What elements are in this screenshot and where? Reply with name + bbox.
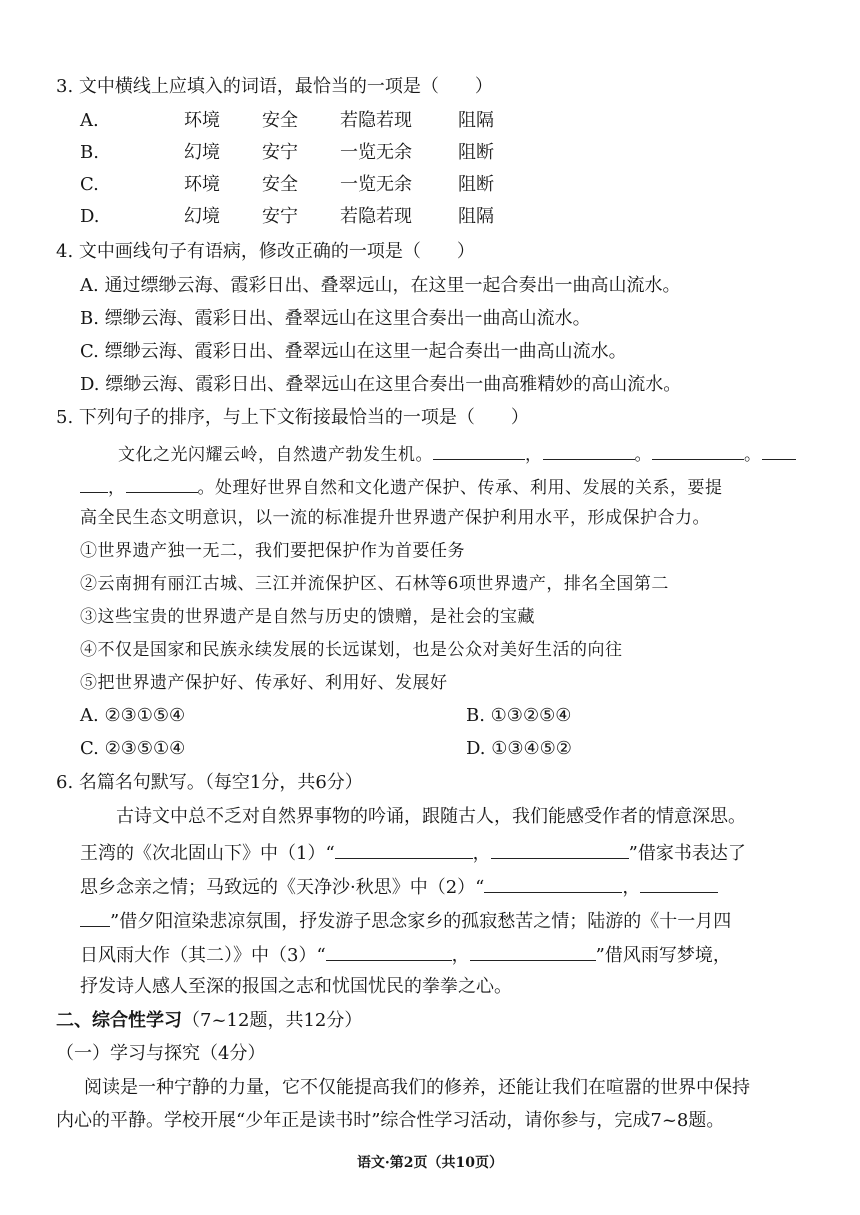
q4-option-b: B. 缥缈云海、霞彩日出、叠翠远山在这里合奏出一曲高山流水。 [80,308,591,329]
option-word: 若隐若现 [340,206,412,227]
section-2-paragraph-line1: 阅读是一种宁静的力量，它不仅能提高我们的修养，还能让我们在喧嚣的世界中保持 [84,1077,750,1098]
punct-period: 。 [634,445,652,465]
q6-text: ”借夕阳渲染悲凉氛围，抒发游子思念家乡的孤寂愁苦之情；陆游的《十一月四 [110,911,732,932]
subsection-1-heading: （一）学习与探究（4分） [56,1043,266,1064]
option-word: 阻断 [458,142,494,163]
answer-blank [326,942,452,961]
option-word: 安宁 [262,206,298,227]
q5-sentence-5: ⑤把世界遗产保护好、传承好、利用好、发展好 [80,673,448,693]
q5-option-c: C. ②③⑤①④ [80,738,186,759]
q6-line6: 抒发诗人感人至深的报国之志和忧国忧民的拳拳之心。 [80,976,512,997]
answer-blank [543,441,635,460]
punct-comma: ， [525,445,543,465]
answer-blank [433,441,525,460]
q5-sentence-1: ①世界遗产独一无二，我们要把保护作为首要任务 [80,541,465,561]
answer-blank [335,840,473,859]
q6-line5 [80,942,731,967]
option-letter: C. [80,174,99,195]
punct-period: 。 [744,445,762,465]
q6-text: 日风雨大作（其二）》中（3）“ [80,945,326,966]
q5-sentence-2: ②云南拥有丽江古城、三江并流保护区、石林等6项世界遗产，排名全国第二 [80,574,669,594]
q5-passage-a: 文化之光闪耀云岭，自然遗产勃发生机。 [118,445,433,465]
q3-stem: 3. 文中横线上应填入的词语，最恰当的一项是（ ） [56,76,493,97]
q5-passage-line2 [80,474,723,499]
answer-blank [126,474,198,493]
q6-text: ， [472,843,491,864]
option-letter: D. [80,206,100,227]
q5-passage-line1 [118,441,796,466]
q6-text: ， [622,877,641,898]
q6-line2 [80,840,746,865]
option-letter: B. [80,142,99,163]
q5-passage-b: 。处理好世界自然和文化遗产保护、传承、利用、发展的关系，要提 [197,478,723,498]
answer-blank [762,441,796,460]
q5-option-b: B. ①③②⑤④ [466,705,572,726]
option-word: 阻断 [458,174,494,195]
option-word: 安全 [262,110,298,131]
q6-text: ”借家书表达了 [628,843,746,864]
answer-blank [652,441,744,460]
q5-sentence-3: ③这些宝贵的世界遗产是自然与历史的馈赠，是社会的宝藏 [80,607,535,627]
answer-blank [470,942,596,961]
section-2-note: （7~12题，共12分） [182,1010,363,1031]
answer-blank [484,874,622,893]
q5-sentence-4: ④不仅是国家和民族永续发展的长远谋划，也是公众对美好生活的向往 [80,640,623,660]
q3-option-c [80,174,494,196]
q6-line4 [80,908,731,933]
q5-option-d: D. ①③④⑤② [466,738,572,759]
option-word: 环境 [184,174,220,195]
option-letter: A. [80,110,99,131]
q6-text: 王湾的《次北固山下》中（1）“ [80,843,335,864]
section-2-paragraph-line2: 内心的平静。学校开展“少年正是读书时”综合性学习活动，请你参与，完成7~8题。 [56,1110,725,1131]
answer-blank [491,840,629,859]
q6-line3 [80,874,718,899]
option-word: 若隐若现 [340,110,412,131]
q6-text: ， [451,945,470,966]
q5-passage-line3: 高全民生态文明意识，以一流的标准提升世界遗产保护利用水平，形成保护合力。 [80,508,710,528]
option-word: 安宁 [262,142,298,163]
section-2-heading: 二、综合性学习 [56,1010,182,1031]
q6-text: 思乡念亲之情；马致远的《天净沙·秋思》中（2）“ [80,877,485,898]
q3-option-a [80,110,494,132]
option-word: 一览无余 [340,174,412,195]
answer-blank [80,908,110,927]
page-footer: 语文·第2页（共10页） [356,1155,504,1171]
q5-option-a: A. ②③①⑤④ [80,705,186,726]
q5-stem: 5. 下列句子的排序，与上下文衔接最恰当的一项是（ ） [56,407,529,428]
punct-comma: ， [108,478,126,498]
answer-blank [640,874,718,893]
q6-line1: 古诗文中总不乏对自然界事物的吟诵，跟随古人，我们能感受作者的情意深思。 [116,806,746,827]
q6-stem: 6. 名篇名句默写。（每空1分，共6分） [56,772,363,793]
q3-option-b [80,142,494,164]
option-word: 幻境 [184,206,220,227]
q4-option-d: D. 缥缈云海、霞彩日出、叠翠远山在这里合奏出一曲高雅精妙的高山流水。 [80,374,682,395]
q6-text: ”借风雨写梦境， [595,945,731,966]
option-word: 幻境 [184,142,220,163]
answer-blank [80,474,108,493]
option-word: 环境 [184,110,220,131]
option-word: 安全 [262,174,298,195]
option-word: 阻隔 [458,110,494,131]
q3-option-d [80,206,494,228]
option-word: 阻隔 [458,206,494,227]
q4-stem: 4. 文中画线句子有语病，修改正确的一项是（ ） [56,241,475,262]
q4-option-a: A. 通过缥缈云海、霞彩日出、叠翠远山，在这里一起合奏出一曲高山流水。 [80,275,681,296]
section-2-heading-line [56,1010,362,1032]
option-word: 一览无余 [340,142,412,163]
q4-option-c: C. 缥缈云海、霞彩日出、叠翠远山在这里一起合奏出一曲高山流水。 [80,341,627,362]
